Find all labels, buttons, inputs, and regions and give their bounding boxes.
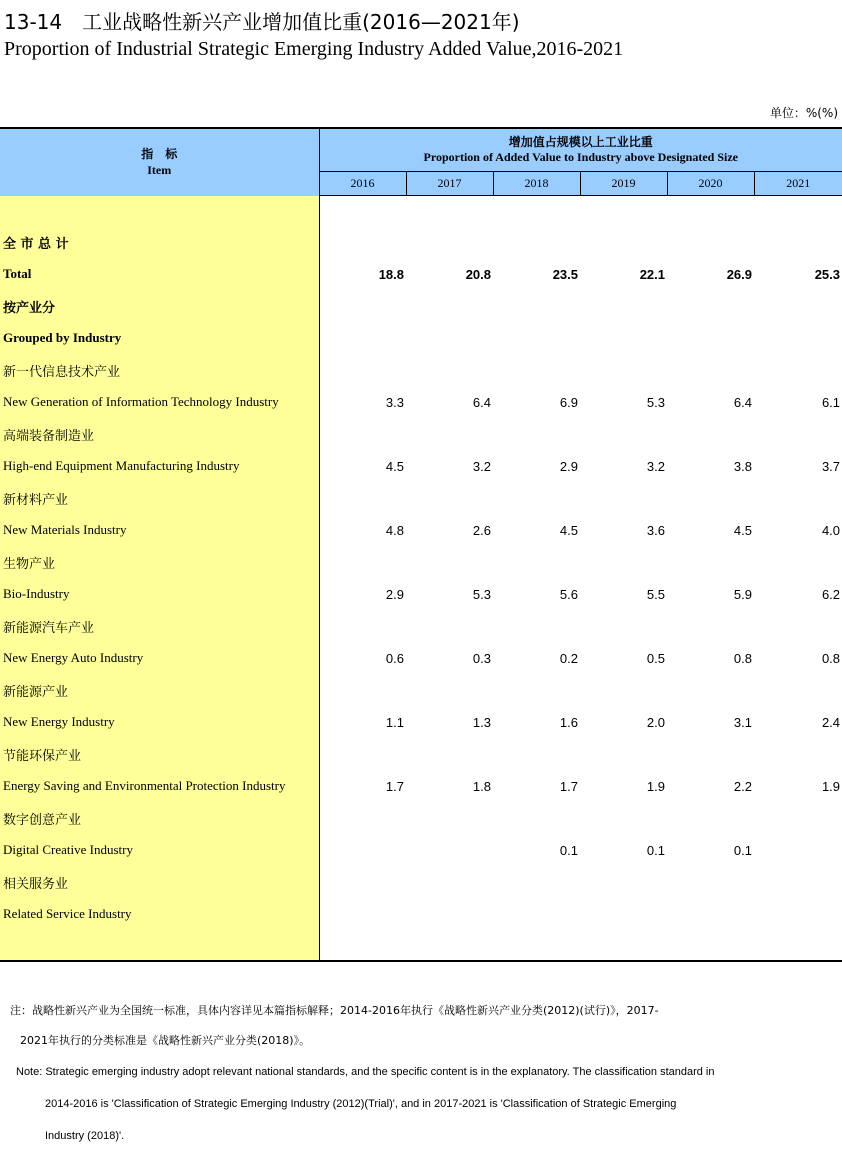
value-cell: 5.3 xyxy=(472,586,491,602)
value-cell xyxy=(406,418,493,450)
value-cell: 1.7 xyxy=(385,778,404,794)
table-row xyxy=(0,802,842,834)
value-cell xyxy=(754,482,842,514)
table-row xyxy=(0,386,842,418)
row-label: Bio-Industry xyxy=(0,578,319,610)
value-cell xyxy=(667,546,754,578)
value-cell xyxy=(406,610,493,642)
value-cell xyxy=(319,610,406,642)
value-cell xyxy=(319,546,406,578)
year-header: 2021 xyxy=(754,172,842,196)
row-label: Digital Creative Industry xyxy=(0,834,319,866)
value-cell: 3.3 xyxy=(385,394,404,410)
value-cell: 22.1 xyxy=(639,266,665,282)
data-table xyxy=(0,127,842,962)
spacer-cell xyxy=(580,196,667,227)
table-row xyxy=(0,706,842,738)
closing-cell xyxy=(493,930,580,961)
value-cell xyxy=(406,674,493,706)
table-row xyxy=(0,674,842,706)
row-label: New Energy Auto Industry xyxy=(0,642,319,674)
value-cell: 2.2 xyxy=(733,778,752,794)
value-cell xyxy=(580,546,667,578)
value-cell: 2.6 xyxy=(472,522,491,538)
row-label: 全 市 总 计 xyxy=(0,226,319,258)
closing-cell xyxy=(406,930,493,961)
value-cell xyxy=(406,834,493,866)
note-cn-line2: 2021年执行的分类标准是《战略性新兴产业分类(2018)》。 xyxy=(20,1034,311,1047)
row-label: 高端装备制造业 xyxy=(0,418,319,450)
value-cell xyxy=(667,226,754,258)
value-cell xyxy=(754,866,842,898)
value-cell: 1.7 xyxy=(559,778,578,794)
group-header-en: Proportion of Added Value to Industry above Designated Size xyxy=(423,150,738,164)
spacer-cell xyxy=(667,196,754,227)
item-header-cn: 指 标 xyxy=(141,147,178,162)
value-cell xyxy=(319,866,406,898)
value-cell xyxy=(493,482,580,514)
value-cell xyxy=(319,290,406,322)
row-label: 数字创意产业 xyxy=(0,802,319,834)
row-label: 新能源产业 xyxy=(0,674,319,706)
value-cell xyxy=(406,738,493,770)
value-cell xyxy=(493,418,580,450)
value-cell xyxy=(667,418,754,450)
value-cell: 4.0 xyxy=(821,522,841,538)
value-cell xyxy=(754,610,842,642)
spacer-cell xyxy=(493,196,580,227)
spacer-row xyxy=(0,196,842,227)
value-cell xyxy=(406,866,493,898)
value-cell: 0.8 xyxy=(733,650,752,666)
table-row xyxy=(0,738,842,770)
table-row xyxy=(0,546,842,578)
value-cell xyxy=(754,226,842,258)
value-cell: 5.6 xyxy=(559,586,578,602)
value-cell xyxy=(406,290,493,322)
value-cell xyxy=(754,738,842,770)
value-cell: 0.3 xyxy=(472,650,491,666)
closing-cell xyxy=(0,930,319,961)
value-cell: 0.5 xyxy=(646,650,665,666)
value-cell xyxy=(319,226,406,258)
value-cell: 1.9 xyxy=(646,778,665,794)
value-cell: 1.6 xyxy=(559,714,578,730)
row-label: 按产业分 xyxy=(0,290,319,322)
value-cell xyxy=(406,322,493,354)
spacer-cell xyxy=(319,196,406,227)
value-cell: 4.5 xyxy=(385,458,404,474)
value-cell xyxy=(580,322,667,354)
value-cell xyxy=(667,354,754,386)
value-cell xyxy=(580,418,667,450)
value-cell xyxy=(493,738,580,770)
table-row xyxy=(0,322,842,354)
table-row xyxy=(0,898,842,930)
value-cell xyxy=(580,226,667,258)
value-cell xyxy=(754,674,842,706)
value-cell xyxy=(493,322,580,354)
table-row xyxy=(0,354,842,386)
page-title-cn: 13-14 工业战略性新兴产业增加值比重(2016—2021年) xyxy=(4,10,520,34)
row-label: New Energy Industry xyxy=(0,706,319,738)
value-cell xyxy=(580,802,667,834)
value-cell xyxy=(580,354,667,386)
value-cell: 0.6 xyxy=(385,650,404,666)
group-column-header xyxy=(319,128,842,172)
value-cell xyxy=(754,546,842,578)
value-cell: 2.4 xyxy=(821,714,841,730)
closing-cell xyxy=(667,930,754,961)
closing-cell xyxy=(754,930,842,961)
year-header: 2020 xyxy=(667,172,754,196)
value-cell xyxy=(493,354,580,386)
table-row xyxy=(0,578,842,610)
row-label: Grouped by Industry xyxy=(0,322,319,354)
value-cell xyxy=(667,866,754,898)
year-header: 2017 xyxy=(406,172,493,196)
table-row xyxy=(0,226,842,258)
value-cell xyxy=(667,610,754,642)
value-cell: 3.8 xyxy=(733,458,752,474)
value-cell xyxy=(754,322,842,354)
table-row xyxy=(0,258,842,290)
spacer-cell xyxy=(754,196,842,227)
value-cell xyxy=(319,834,406,866)
value-cell: 0.1 xyxy=(733,842,752,858)
value-cell xyxy=(319,322,406,354)
note-en-line3: Industry (2018)'. xyxy=(45,1130,125,1142)
value-cell xyxy=(319,482,406,514)
row-label: Total xyxy=(0,258,319,290)
table-row xyxy=(0,642,842,674)
row-label: 生物产业 xyxy=(0,546,319,578)
value-cell: 20.8 xyxy=(465,266,491,282)
table-row xyxy=(0,450,842,482)
note-en-line1: Note: Strategic emerging industry adopt relevant national standards, and the specific content is in the explanatory. The classification standard in xyxy=(16,1066,715,1078)
value-cell xyxy=(754,834,842,866)
table-row xyxy=(0,834,842,866)
value-cell: 25.3 xyxy=(814,266,841,282)
value-cell: 23.5 xyxy=(552,266,578,282)
value-cell xyxy=(319,802,406,834)
value-cell: 1.3 xyxy=(472,714,491,730)
table-row xyxy=(0,770,842,802)
value-cell xyxy=(580,290,667,322)
value-cell: 0.8 xyxy=(821,650,841,666)
value-cell xyxy=(667,898,754,930)
value-cell xyxy=(667,802,754,834)
value-cell: 0.1 xyxy=(646,842,665,858)
value-cell xyxy=(319,418,406,450)
value-cell: 2.9 xyxy=(559,458,578,474)
value-cell: 2.0 xyxy=(646,714,665,730)
spacer-cell xyxy=(406,196,493,227)
row-label: New Generation of Information Technology Industry xyxy=(0,386,319,418)
year-header: 2016 xyxy=(319,172,406,196)
value-cell: 4.5 xyxy=(559,522,578,538)
table-row xyxy=(0,418,842,450)
row-label: New Materials Industry xyxy=(0,514,319,546)
row-label: 新一代信息技术产业 xyxy=(0,354,319,386)
row-label: Energy Saving and Environmental Protection Industry xyxy=(0,770,319,802)
value-cell: 18.8 xyxy=(378,266,404,282)
value-cell xyxy=(580,866,667,898)
value-cell xyxy=(754,354,842,386)
value-cell xyxy=(406,354,493,386)
value-cell: 1.8 xyxy=(472,778,491,794)
value-cell xyxy=(667,290,754,322)
value-cell: 1.1 xyxy=(385,714,404,730)
table-row xyxy=(0,610,842,642)
value-cell: 4.8 xyxy=(385,522,404,538)
value-cell xyxy=(754,418,842,450)
value-cell xyxy=(667,738,754,770)
value-cell xyxy=(406,546,493,578)
row-label: Related Service Industry xyxy=(0,898,319,930)
value-cell xyxy=(406,898,493,930)
value-cell xyxy=(319,898,406,930)
value-cell xyxy=(493,610,580,642)
year-header: 2019 xyxy=(580,172,667,196)
value-cell: 5.3 xyxy=(646,394,665,410)
value-cell: 0.2 xyxy=(559,650,578,666)
value-cell xyxy=(406,226,493,258)
value-cell xyxy=(406,482,493,514)
note-cn-line1: 注：战略性新兴产业为全国统一标准，具体内容详见本篇指标解释；2014-2016年执行《战略性新兴产业分类(2012)(试行)》，2017- xyxy=(10,1004,659,1017)
value-cell: 3.2 xyxy=(472,458,491,474)
value-cell: 3.6 xyxy=(646,522,665,538)
value-cell xyxy=(667,674,754,706)
year-header: 2018 xyxy=(493,172,580,196)
value-cell: 6.2 xyxy=(821,586,841,602)
table-row xyxy=(0,482,842,514)
value-cell: 0.1 xyxy=(559,842,578,858)
table-row xyxy=(0,514,842,546)
value-cell xyxy=(580,610,667,642)
item-header-en: Item xyxy=(147,163,172,178)
table-row xyxy=(0,290,842,322)
value-cell: 5.9 xyxy=(733,586,752,602)
value-cell xyxy=(580,898,667,930)
spacer-cell xyxy=(0,196,319,227)
value-cell xyxy=(580,738,667,770)
row-label: High-end Equipment Manufacturing Industry xyxy=(0,450,319,482)
closing-row xyxy=(0,930,842,961)
value-cell xyxy=(754,802,842,834)
value-cell: 3.2 xyxy=(646,458,665,474)
value-cell xyxy=(493,898,580,930)
value-cell xyxy=(667,482,754,514)
page-title-en: Proportion of Industrial Strategic Emerging Industry Added Value,2016-2021 xyxy=(4,38,624,60)
value-cell xyxy=(754,290,842,322)
value-cell xyxy=(754,898,842,930)
value-cell xyxy=(493,866,580,898)
row-label: 相关服务业 xyxy=(0,866,319,898)
row-label: 新材料产业 xyxy=(0,482,319,514)
data-table-container xyxy=(0,127,842,962)
value-cell: 26.9 xyxy=(726,266,752,282)
value-cell xyxy=(493,546,580,578)
table-row xyxy=(0,866,842,898)
value-cell: 1.9 xyxy=(821,778,841,794)
value-cell xyxy=(493,674,580,706)
value-cell xyxy=(493,290,580,322)
value-cell: 5.5 xyxy=(646,586,665,602)
value-cell: 6.4 xyxy=(733,394,752,410)
row-label: 节能环保产业 xyxy=(0,738,319,770)
value-cell: 6.9 xyxy=(559,394,578,410)
closing-cell xyxy=(319,930,406,961)
value-cell xyxy=(493,802,580,834)
value-cell xyxy=(493,226,580,258)
note-en-line2: 2014-2016 is 'Classification of Strategic Emerging Industry (2012)(Trial)', and in 2017-2021 is 'Classification of Strategic Emerging xyxy=(45,1098,677,1110)
group-header-cn: 增加值占规模以上工业比重 xyxy=(508,135,653,149)
value-cell xyxy=(667,322,754,354)
item-column-header xyxy=(0,128,319,196)
unit-label: 单位：%(%) xyxy=(769,106,838,120)
value-cell: 6.4 xyxy=(472,394,491,410)
value-cell: 3.7 xyxy=(821,458,841,474)
row-label: 新能源汽车产业 xyxy=(0,610,319,642)
value-cell: 6.1 xyxy=(821,394,841,410)
value-cell xyxy=(319,354,406,386)
value-cell xyxy=(319,738,406,770)
value-cell xyxy=(406,802,493,834)
value-cell xyxy=(319,674,406,706)
value-cell xyxy=(580,482,667,514)
value-cell: 2.9 xyxy=(385,586,404,602)
value-cell: 4.5 xyxy=(733,522,752,538)
closing-cell xyxy=(580,930,667,961)
value-cell: 3.1 xyxy=(733,714,752,730)
value-cell xyxy=(580,674,667,706)
